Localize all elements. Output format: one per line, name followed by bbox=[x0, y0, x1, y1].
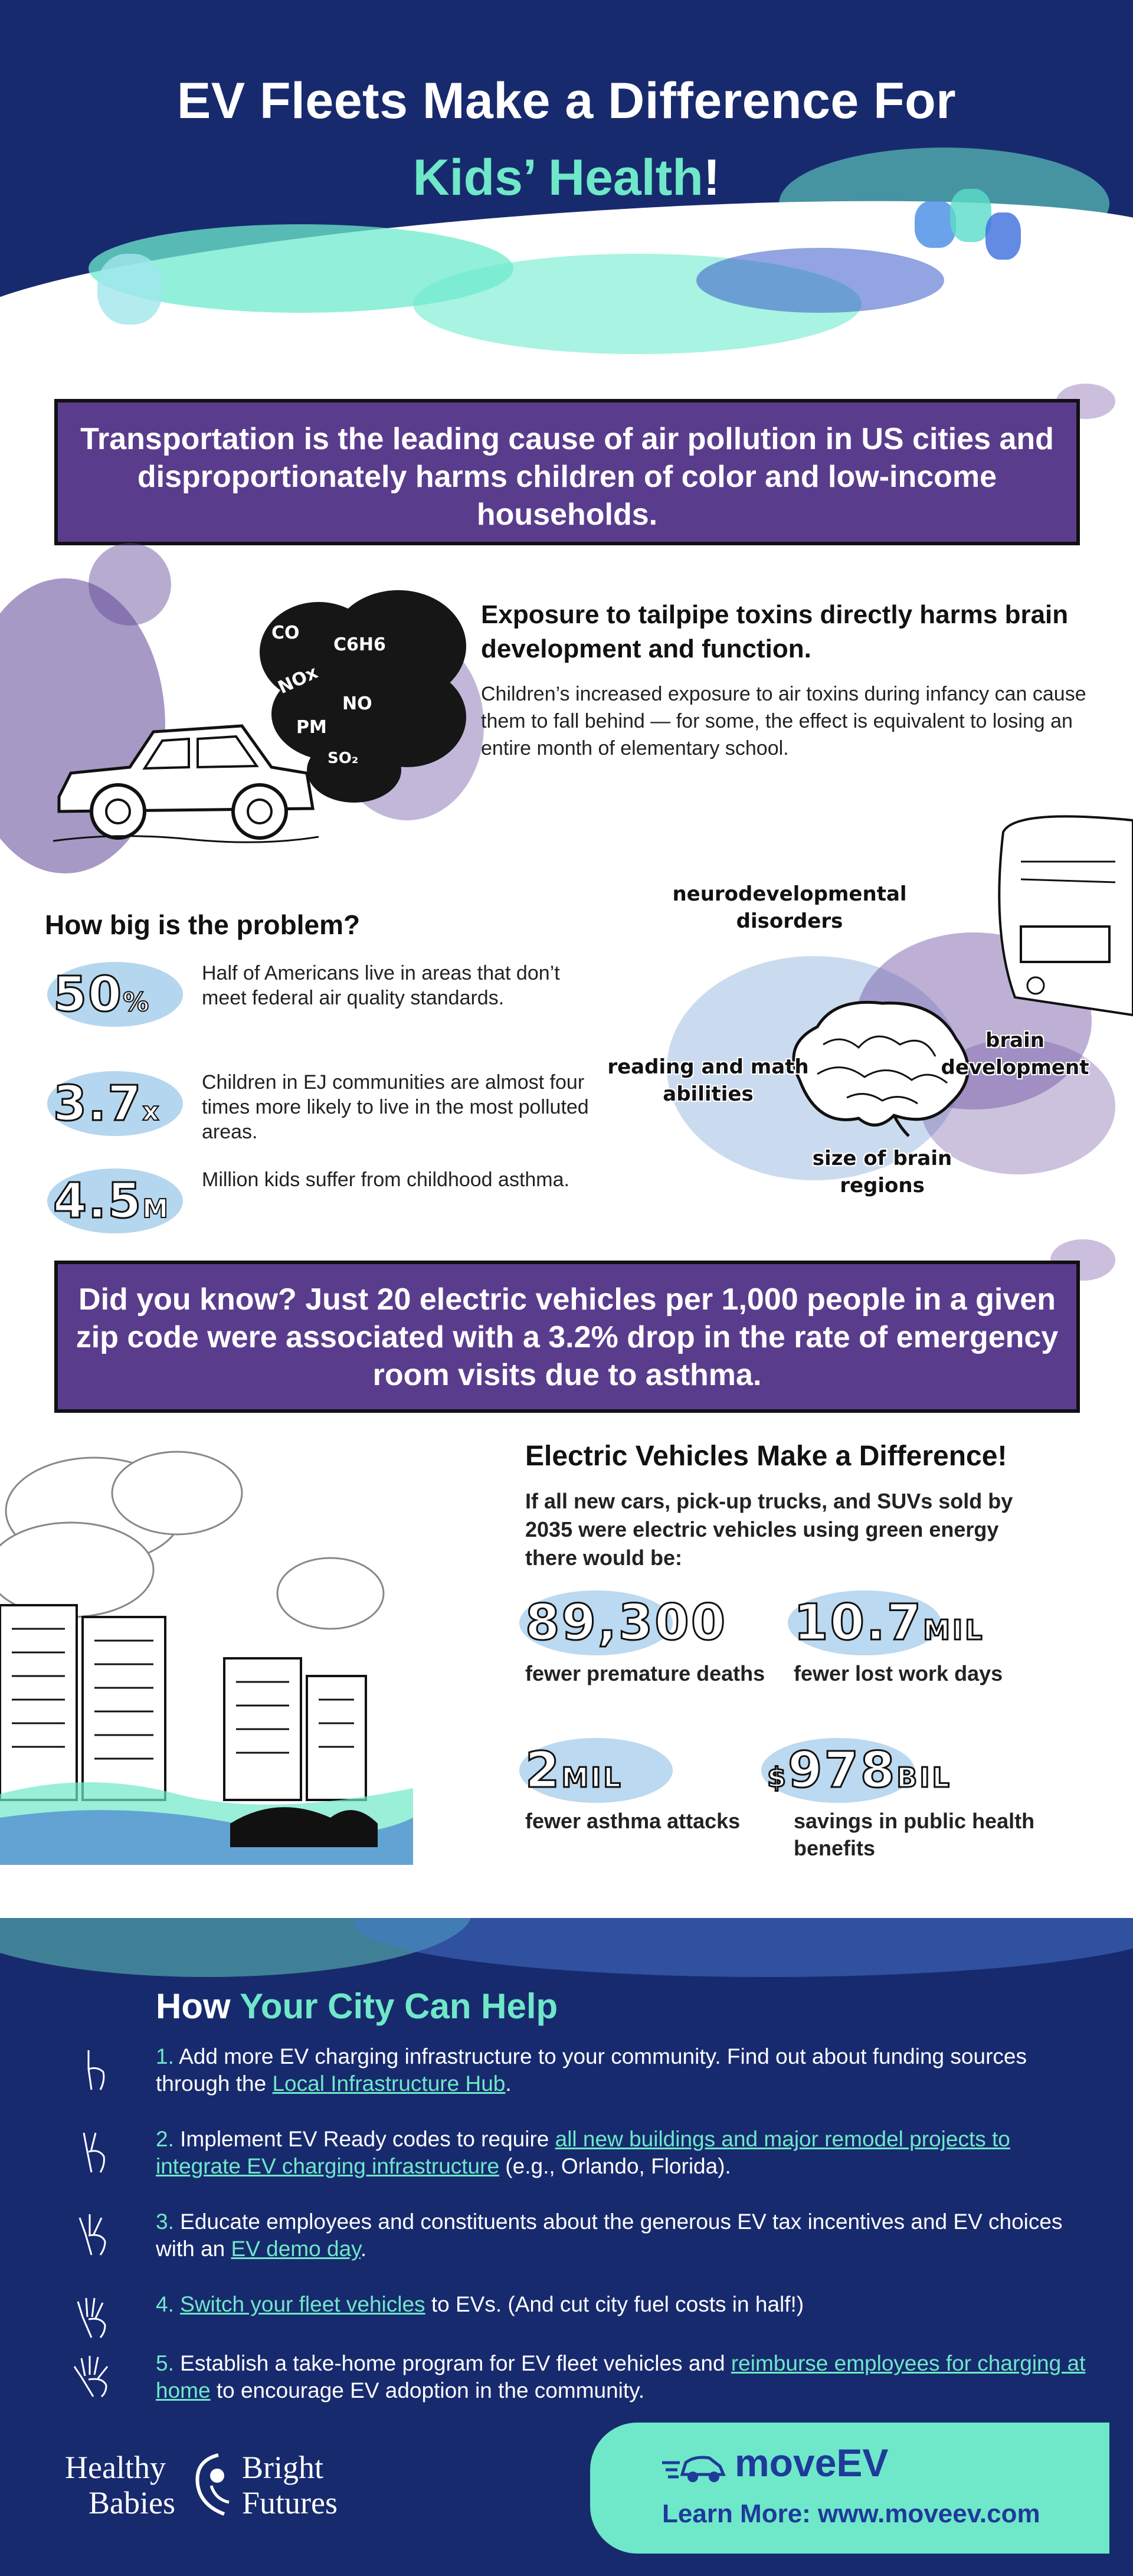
did-you-know-banner bbox=[54, 1261, 1080, 1413]
stat-unit: x bbox=[142, 1096, 161, 1127]
stat-number bbox=[53, 1076, 161, 1132]
ev-section bbox=[0, 1416, 1133, 1924]
ev-car-icon bbox=[662, 2451, 727, 2486]
help-item bbox=[71, 2043, 1086, 2108]
help-number: 2. bbox=[156, 2127, 174, 2151]
help-body-end: . bbox=[505, 2071, 512, 2096]
brain-label-regions: size of brain regions bbox=[812, 1147, 952, 1197]
ev-intro: If all new cars, pick-up trucks, and SUVs sold by 2035 were electric vehicles using green energy there would be: bbox=[525, 1489, 1013, 1570]
hand-four-icon bbox=[71, 2293, 118, 2341]
ev-stat-value: 2 bbox=[525, 1741, 562, 1799]
help-item bbox=[71, 2126, 1086, 2191]
stat-item bbox=[47, 1163, 578, 1239]
moveev-url-link[interactable]: www.moveev.com bbox=[818, 2499, 1040, 2528]
city-illustration bbox=[0, 1440, 413, 1865]
stat-text: Children in EJ communities are almost four times more likely to live in the most polluted areas. bbox=[202, 1071, 589, 1143]
logo-word: Healthy bbox=[65, 2450, 166, 2485]
stat-item bbox=[47, 1065, 589, 1143]
intro-banner bbox=[54, 399, 1080, 545]
help-text bbox=[156, 2126, 1088, 2180]
ev-stat-unit: BIL bbox=[896, 1762, 952, 1793]
hand-five-icon bbox=[71, 2352, 118, 2400]
learn-more-text bbox=[662, 2499, 1040, 2529]
pollutant-label: CO bbox=[271, 623, 300, 643]
help-item bbox=[71, 2350, 1086, 2415]
ev-stat-desc: fewer premature deaths bbox=[525, 1661, 765, 1685]
logo-word: Bright bbox=[242, 2450, 324, 2485]
purple-smudge bbox=[89, 543, 171, 626]
title-bang: ! bbox=[703, 149, 721, 206]
help-text bbox=[156, 2291, 1088, 2318]
hand-three-icon bbox=[71, 2211, 118, 2258]
brain-illustration bbox=[590, 882, 1133, 1263]
stat-text: Million kids suffer from childhood asthma. bbox=[202, 1168, 569, 1191]
car-icon bbox=[47, 708, 319, 850]
help-body-end: . bbox=[360, 2237, 367, 2261]
help-text bbox=[156, 2350, 1088, 2404]
help-number: 3. bbox=[156, 2210, 174, 2234]
learn-more-label: Learn More: bbox=[662, 2499, 818, 2528]
exposure-title: Exposure to tailpipe toxins directly harms brain development and function. bbox=[481, 600, 1069, 663]
brain-label-development: brain development bbox=[941, 1029, 1089, 1079]
help-item bbox=[71, 2208, 1086, 2273]
brain-label-neuro: neurodevelopmental disorders bbox=[672, 882, 907, 933]
help-body bbox=[174, 2292, 180, 2316]
logo-word: Futures bbox=[242, 2485, 338, 2521]
stat-number bbox=[53, 1173, 169, 1229]
bus-icon bbox=[980, 814, 1133, 1033]
ev-stat-number bbox=[794, 1593, 984, 1651]
pollutant-label: PM bbox=[296, 717, 327, 738]
help-item bbox=[71, 2291, 1086, 2356]
stat-text: Half of Americans live in areas that don’t meet federal air quality standards. bbox=[202, 962, 560, 1009]
ev-stat-number bbox=[525, 1741, 623, 1799]
reimburse-charging-link[interactable]: reimburse employees for charging at home bbox=[156, 2351, 1086, 2402]
ev-stat-value: 89,300 bbox=[525, 1593, 728, 1651]
pollutant-label: SO₂ bbox=[328, 749, 359, 767]
problem-title: How big is the problem? bbox=[45, 909, 361, 940]
page-title-accent bbox=[0, 149, 1133, 207]
local-infrastructure-hub-link[interactable]: Local Infrastructure Hub bbox=[272, 2071, 506, 2096]
help-title-accent: Your City Can Help bbox=[240, 1986, 558, 2026]
ev-title: Electric Vehicles Make a Difference! bbox=[525, 1441, 1007, 1472]
stat-unit: M bbox=[142, 1194, 170, 1224]
moveev-logo-text: moveEV bbox=[735, 2441, 889, 2485]
help-number: 4. bbox=[156, 2292, 174, 2316]
ev-stat-prefix: $ bbox=[767, 1762, 788, 1793]
brain-label-reading: reading and math abilities bbox=[607, 1055, 809, 1106]
stat-value: 3.7 bbox=[53, 1076, 143, 1132]
logo-word: Babies bbox=[89, 2485, 175, 2521]
help-text bbox=[156, 2043, 1088, 2097]
ev-stat-desc: savings in public health benefits bbox=[794, 1809, 1035, 1860]
stat-value: 4.5 bbox=[53, 1173, 143, 1229]
ev-demo-day-link[interactable]: EV demo day bbox=[231, 2237, 361, 2261]
ev-stat-number bbox=[767, 1741, 952, 1799]
help-title bbox=[156, 1986, 558, 2027]
exposure-body: Children’s increased exposure to air toxins during infancy can cause them to fall behind — for some, the effect is equivalent to losing an entire month of elementary school. bbox=[481, 683, 1086, 760]
help-body: Add more EV charging infrastructure to your community. Find out about funding sources through the bbox=[156, 2044, 1027, 2096]
hand-one-icon bbox=[71, 2045, 118, 2093]
ev-stat-desc: fewer asthma attacks bbox=[525, 1809, 741, 1833]
ev-stat bbox=[794, 1590, 1077, 1708]
ev-ready-codes-link[interactable]: all new buildings and major remodel projects to integrate EV charging infrastructure bbox=[156, 2127, 1010, 2178]
ev-stat-desc: fewer lost work days bbox=[794, 1661, 1003, 1685]
help-title-plain: How bbox=[156, 1986, 240, 2026]
help-body-end: to encourage EV adoption in the community. bbox=[210, 2378, 645, 2402]
ev-stat bbox=[525, 1590, 808, 1708]
help-body-end: (e.g., Orlando, Florida). bbox=[499, 2154, 731, 2178]
pollutant-label: C6H6 bbox=[333, 634, 386, 655]
help-number: 5. bbox=[156, 2351, 174, 2375]
title-accent: Kids’ Health bbox=[412, 149, 703, 206]
healthy-babies-bright-futures-logo bbox=[65, 2449, 395, 2538]
help-splash bbox=[354, 1918, 1133, 1977]
stat-unit: % bbox=[123, 987, 150, 1017]
problem-section bbox=[0, 882, 1133, 1263]
mother-child-icon bbox=[183, 2449, 242, 2526]
stat-item bbox=[47, 956, 578, 1033]
pollutant-label: NOx bbox=[274, 662, 322, 699]
pollutant-label: NO bbox=[342, 693, 372, 714]
moveev-cta[interactable] bbox=[590, 2423, 1109, 2554]
hand-two-icon bbox=[71, 2128, 118, 2175]
intro-banner-text: Transportation is the leading cause of air pollution in US cities and disproportionately harms children of color and low-income households. bbox=[80, 422, 1054, 532]
header-splash bbox=[696, 248, 944, 313]
header bbox=[0, 0, 1133, 389]
ev-stat bbox=[767, 1738, 1050, 1860]
ev-stat-number bbox=[525, 1593, 727, 1651]
footprint-icon bbox=[97, 254, 162, 325]
exposure-section bbox=[0, 555, 1133, 885]
switch-fleet-link[interactable]: Switch your fleet vehicles bbox=[180, 2292, 425, 2316]
ev-stat bbox=[525, 1738, 808, 1856]
help-body: Establish a take-home program for EV fleet vehicles and bbox=[173, 2351, 731, 2375]
did-you-know-text: Did you know? Just 20 electric vehicles per 1,000 people in a given zip code were associated with a 3.2% drop in the rate of emergency room visits due to asthma. bbox=[76, 1282, 1059, 1392]
ev-stat-unit: MIL bbox=[923, 1614, 985, 1646]
help-number: 1. bbox=[156, 2044, 174, 2068]
page-title: EV Fleets Make a Difference For bbox=[176, 73, 957, 129]
help-body-end: to EVs. (And cut city fuel costs in half!) bbox=[425, 2292, 804, 2316]
ev-stat-value: 978 bbox=[788, 1741, 897, 1799]
stat-value: 50 bbox=[53, 967, 123, 1023]
ev-stat-value: 10.7 bbox=[794, 1593, 924, 1651]
help-body: Implement EV Ready codes to require bbox=[173, 2127, 555, 2151]
help-text bbox=[156, 2208, 1088, 2263]
help-section bbox=[0, 1918, 1133, 2576]
stat-number bbox=[53, 967, 150, 1023]
help-body: Educate employees and constituents about the generous EV tax incentives and EV choices with an bbox=[156, 2210, 1063, 2261]
ev-stat-unit: MIL bbox=[561, 1762, 623, 1793]
